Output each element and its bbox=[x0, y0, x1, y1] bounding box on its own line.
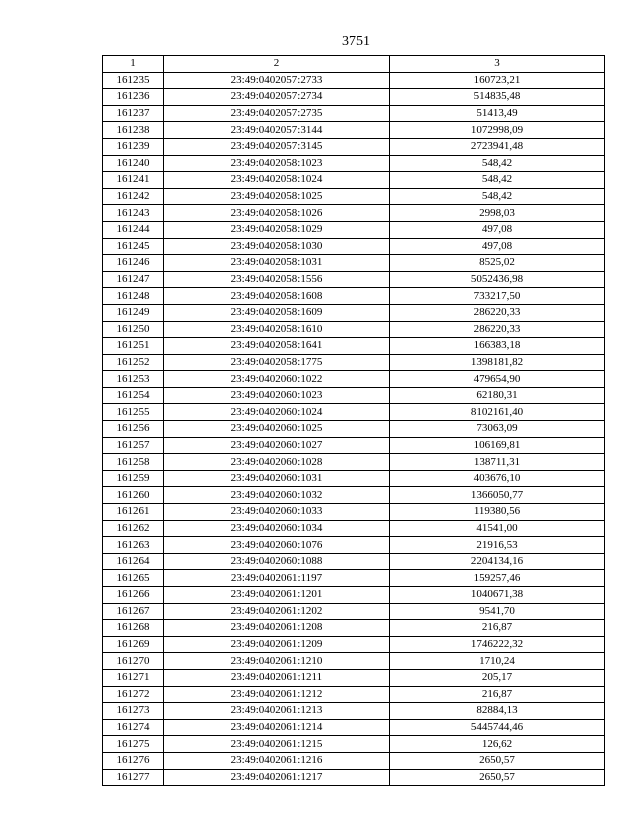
cadastral-number-cell: 23:49:0402058:1030 bbox=[164, 238, 390, 255]
row-number-cell: 161242 bbox=[103, 188, 164, 205]
table-row bbox=[103, 304, 605, 321]
row-number-cell: 161259 bbox=[103, 470, 164, 487]
value-cell: 2650,57 bbox=[390, 752, 605, 769]
table-row bbox=[103, 238, 605, 255]
table-row bbox=[103, 205, 605, 222]
row-number-cell: 161261 bbox=[103, 504, 164, 521]
row-number-cell: 161236 bbox=[103, 89, 164, 106]
value-cell: 2204134,16 bbox=[390, 553, 605, 570]
cadastral-number-cell: 23:49:0402061:1208 bbox=[164, 620, 390, 637]
row-number-cell: 161235 bbox=[103, 72, 164, 89]
cadastral-number-cell: 23:49:0402058:1026 bbox=[164, 205, 390, 222]
row-number-cell: 161268 bbox=[103, 620, 164, 637]
table-row bbox=[103, 454, 605, 471]
value-cell: 548,42 bbox=[390, 155, 605, 172]
table-row bbox=[103, 221, 605, 238]
table-row bbox=[103, 437, 605, 454]
value-cell: 2998,03 bbox=[390, 205, 605, 222]
table-row bbox=[103, 354, 605, 371]
value-cell: 166383,18 bbox=[390, 338, 605, 355]
row-number-cell: 161265 bbox=[103, 570, 164, 587]
table-row bbox=[103, 122, 605, 139]
table-row bbox=[103, 736, 605, 753]
row-number-cell: 161239 bbox=[103, 138, 164, 155]
cadastral-number-cell: 23:49:0402060:1088 bbox=[164, 553, 390, 570]
cadastral-number-cell: 23:49:0402060:1024 bbox=[164, 404, 390, 421]
cadastral-number-cell: 23:49:0402061:1212 bbox=[164, 686, 390, 703]
cadastral-number-cell: 23:49:0402060:1028 bbox=[164, 454, 390, 471]
cadastral-number-cell: 23:49:0402061:1217 bbox=[164, 769, 390, 786]
row-number-cell: 161246 bbox=[103, 255, 164, 272]
table-row bbox=[103, 72, 605, 89]
cadastral-number-cell: 23:49:0402058:1025 bbox=[164, 188, 390, 205]
value-cell: 159257,46 bbox=[390, 570, 605, 587]
cadastral-number-cell: 23:49:0402058:1023 bbox=[164, 155, 390, 172]
cadastral-number-cell: 23:49:0402061:1210 bbox=[164, 653, 390, 670]
value-cell: 403676,10 bbox=[390, 470, 605, 487]
value-cell: 5052436,98 bbox=[390, 271, 605, 288]
row-number-cell: 161244 bbox=[103, 221, 164, 238]
cadastral-number-cell: 23:49:0402061:1197 bbox=[164, 570, 390, 587]
cadastral-number-cell: 23:49:0402060:1023 bbox=[164, 387, 390, 404]
row-number-cell: 161269 bbox=[103, 636, 164, 653]
cadastral-number-cell: 23:49:0402058:1029 bbox=[164, 221, 390, 238]
row-number-cell: 161267 bbox=[103, 603, 164, 620]
value-cell: 8525,02 bbox=[390, 255, 605, 272]
row-number-cell: 161273 bbox=[103, 703, 164, 720]
row-number-cell: 161241 bbox=[103, 172, 164, 189]
value-cell: 548,42 bbox=[390, 172, 605, 189]
row-number-cell: 161257 bbox=[103, 437, 164, 454]
value-cell: 138711,31 bbox=[390, 454, 605, 471]
table-row bbox=[103, 686, 605, 703]
cadastral-number-cell: 23:49:0402061:1211 bbox=[164, 669, 390, 686]
value-cell: 9541,70 bbox=[390, 603, 605, 620]
table-row bbox=[103, 155, 605, 172]
value-cell: 119380,56 bbox=[390, 504, 605, 521]
table-body bbox=[103, 72, 605, 786]
value-cell: 5445744,46 bbox=[390, 719, 605, 736]
cadastral-number-cell: 23:49:0402060:1025 bbox=[164, 421, 390, 438]
row-number-cell: 161247 bbox=[103, 271, 164, 288]
table-row bbox=[103, 537, 605, 554]
table-row bbox=[103, 421, 605, 438]
cadastral-number-cell: 23:49:0402058:1556 bbox=[164, 271, 390, 288]
row-number-cell: 161271 bbox=[103, 669, 164, 686]
table-header-row bbox=[103, 56, 605, 73]
value-cell: 1040671,38 bbox=[390, 587, 605, 604]
row-number-cell: 161277 bbox=[103, 769, 164, 786]
value-cell: 106169,81 bbox=[390, 437, 605, 454]
table-row bbox=[103, 470, 605, 487]
value-cell: 286220,33 bbox=[390, 321, 605, 338]
table-row bbox=[103, 570, 605, 587]
table-row bbox=[103, 587, 605, 604]
row-number-cell: 161252 bbox=[103, 354, 164, 371]
table-row bbox=[103, 719, 605, 736]
row-number-cell: 161251 bbox=[103, 338, 164, 355]
value-cell: 1072998,09 bbox=[390, 122, 605, 139]
cadastral-number-cell: 23:49:0402058:1641 bbox=[164, 338, 390, 355]
row-number-cell: 161255 bbox=[103, 404, 164, 421]
row-number-cell: 161276 bbox=[103, 752, 164, 769]
table-row bbox=[103, 271, 605, 288]
cadastral-number-cell: 23:49:0402061:1209 bbox=[164, 636, 390, 653]
cadastral-number-cell: 23:49:0402058:1024 bbox=[164, 172, 390, 189]
row-number-cell: 161275 bbox=[103, 736, 164, 753]
cadastral-number-cell: 23:49:0402061:1214 bbox=[164, 719, 390, 736]
cadastral-number-cell: 23:49:0402058:1031 bbox=[164, 255, 390, 272]
row-number-cell: 161260 bbox=[103, 487, 164, 504]
table-row bbox=[103, 603, 605, 620]
cadastral-number-cell: 23:49:0402061:1213 bbox=[164, 703, 390, 720]
table-row bbox=[103, 636, 605, 653]
value-cell: 82884,13 bbox=[390, 703, 605, 720]
row-number-cell: 161272 bbox=[103, 686, 164, 703]
table-row bbox=[103, 653, 605, 670]
value-cell: 2723941,48 bbox=[390, 138, 605, 155]
table-row bbox=[103, 321, 605, 338]
table-row bbox=[103, 255, 605, 272]
value-cell: 548,42 bbox=[390, 188, 605, 205]
cadastral-number-cell: 23:49:0402057:2735 bbox=[164, 105, 390, 122]
row-number-cell: 161263 bbox=[103, 537, 164, 554]
table-row bbox=[103, 620, 605, 637]
row-number-cell: 161248 bbox=[103, 288, 164, 305]
cadastral-number-cell: 23:49:0402060:1031 bbox=[164, 470, 390, 487]
table-row bbox=[103, 338, 605, 355]
cadastral-number-cell: 23:49:0402057:3144 bbox=[164, 122, 390, 139]
row-number-cell: 161266 bbox=[103, 587, 164, 604]
table-row bbox=[103, 138, 605, 155]
cadastral-number-cell: 23:49:0402057:3145 bbox=[164, 138, 390, 155]
cadastral-number-cell: 23:49:0402061:1202 bbox=[164, 603, 390, 620]
row-number-cell: 161249 bbox=[103, 304, 164, 321]
cadastral-number-cell: 23:49:0402060:1027 bbox=[164, 437, 390, 454]
table-row bbox=[103, 387, 605, 404]
value-cell: 2650,57 bbox=[390, 769, 605, 786]
row-number-cell: 161264 bbox=[103, 553, 164, 570]
row-number-cell: 161258 bbox=[103, 454, 164, 471]
value-cell: 497,08 bbox=[390, 238, 605, 255]
row-number-cell: 161253 bbox=[103, 371, 164, 388]
value-cell: 733217,50 bbox=[390, 288, 605, 305]
value-cell: 8102161,40 bbox=[390, 404, 605, 421]
row-number-cell: 161256 bbox=[103, 421, 164, 438]
row-number-cell: 161245 bbox=[103, 238, 164, 255]
table-row bbox=[103, 487, 605, 504]
cadastral-number-cell: 23:49:0402060:1034 bbox=[164, 520, 390, 537]
row-number-cell: 161254 bbox=[103, 387, 164, 404]
column-header: 3 bbox=[390, 56, 605, 73]
row-number-cell: 161274 bbox=[103, 719, 164, 736]
cadastral-number-cell: 23:49:0402061:1201 bbox=[164, 587, 390, 604]
row-number-cell: 161237 bbox=[103, 105, 164, 122]
value-cell: 21916,53 bbox=[390, 537, 605, 554]
table-row bbox=[103, 752, 605, 769]
row-number-cell: 161240 bbox=[103, 155, 164, 172]
cadastral-number-cell: 23:49:0402058:1609 bbox=[164, 304, 390, 321]
value-cell: 1398181,82 bbox=[390, 354, 605, 371]
cadastral-number-cell: 23:49:0402061:1216 bbox=[164, 752, 390, 769]
table-row bbox=[103, 669, 605, 686]
value-cell: 41541,00 bbox=[390, 520, 605, 537]
table-row bbox=[103, 188, 605, 205]
value-cell: 1746222,32 bbox=[390, 636, 605, 653]
value-cell: 126,62 bbox=[390, 736, 605, 753]
cadastral-number-cell: 23:49:0402060:1076 bbox=[164, 537, 390, 554]
cadastral-number-cell: 23:49:0402058:1610 bbox=[164, 321, 390, 338]
value-cell: 514835,48 bbox=[390, 89, 605, 106]
table-row bbox=[103, 520, 605, 537]
value-cell: 216,87 bbox=[390, 686, 605, 703]
column-header: 2 bbox=[164, 56, 390, 73]
value-cell: 51413,49 bbox=[390, 105, 605, 122]
column-header: 1 bbox=[103, 56, 164, 73]
value-cell: 62180,31 bbox=[390, 387, 605, 404]
value-cell: 1710,24 bbox=[390, 653, 605, 670]
table-row bbox=[103, 172, 605, 189]
cadastral-number-cell: 23:49:0402058:1608 bbox=[164, 288, 390, 305]
table-row bbox=[103, 105, 605, 122]
table-row bbox=[103, 769, 605, 786]
cadastral-number-cell: 23:49:0402061:1215 bbox=[164, 736, 390, 753]
value-cell: 216,87 bbox=[390, 620, 605, 637]
row-number-cell: 161250 bbox=[103, 321, 164, 338]
row-number-cell: 161243 bbox=[103, 205, 164, 222]
cadastral-number-cell: 23:49:0402058:1775 bbox=[164, 354, 390, 371]
value-cell: 160723,21 bbox=[390, 72, 605, 89]
row-number-cell: 161238 bbox=[103, 122, 164, 139]
table-row bbox=[103, 371, 605, 388]
table-row bbox=[103, 288, 605, 305]
table-row bbox=[103, 703, 605, 720]
cadastral-number-cell: 23:49:0402057:2733 bbox=[164, 72, 390, 89]
table-row bbox=[103, 89, 605, 106]
value-cell: 1366050,77 bbox=[390, 487, 605, 504]
cadastral-number-cell: 23:49:0402060:1022 bbox=[164, 371, 390, 388]
row-number-cell: 161262 bbox=[103, 520, 164, 537]
data-table bbox=[102, 55, 605, 786]
value-cell: 479654,90 bbox=[390, 371, 605, 388]
cadastral-number-cell: 23:49:0402060:1033 bbox=[164, 504, 390, 521]
value-cell: 286220,33 bbox=[390, 304, 605, 321]
table-row bbox=[103, 404, 605, 421]
table-row bbox=[103, 504, 605, 521]
value-cell: 205,17 bbox=[390, 669, 605, 686]
value-cell: 73063,09 bbox=[390, 421, 605, 438]
table-row bbox=[103, 553, 605, 570]
cadastral-number-cell: 23:49:0402060:1032 bbox=[164, 487, 390, 504]
row-number-cell: 161270 bbox=[103, 653, 164, 670]
page-number: 3751 bbox=[342, 34, 370, 49]
cadastral-number-cell: 23:49:0402057:2734 bbox=[164, 89, 390, 106]
value-cell: 497,08 bbox=[390, 221, 605, 238]
